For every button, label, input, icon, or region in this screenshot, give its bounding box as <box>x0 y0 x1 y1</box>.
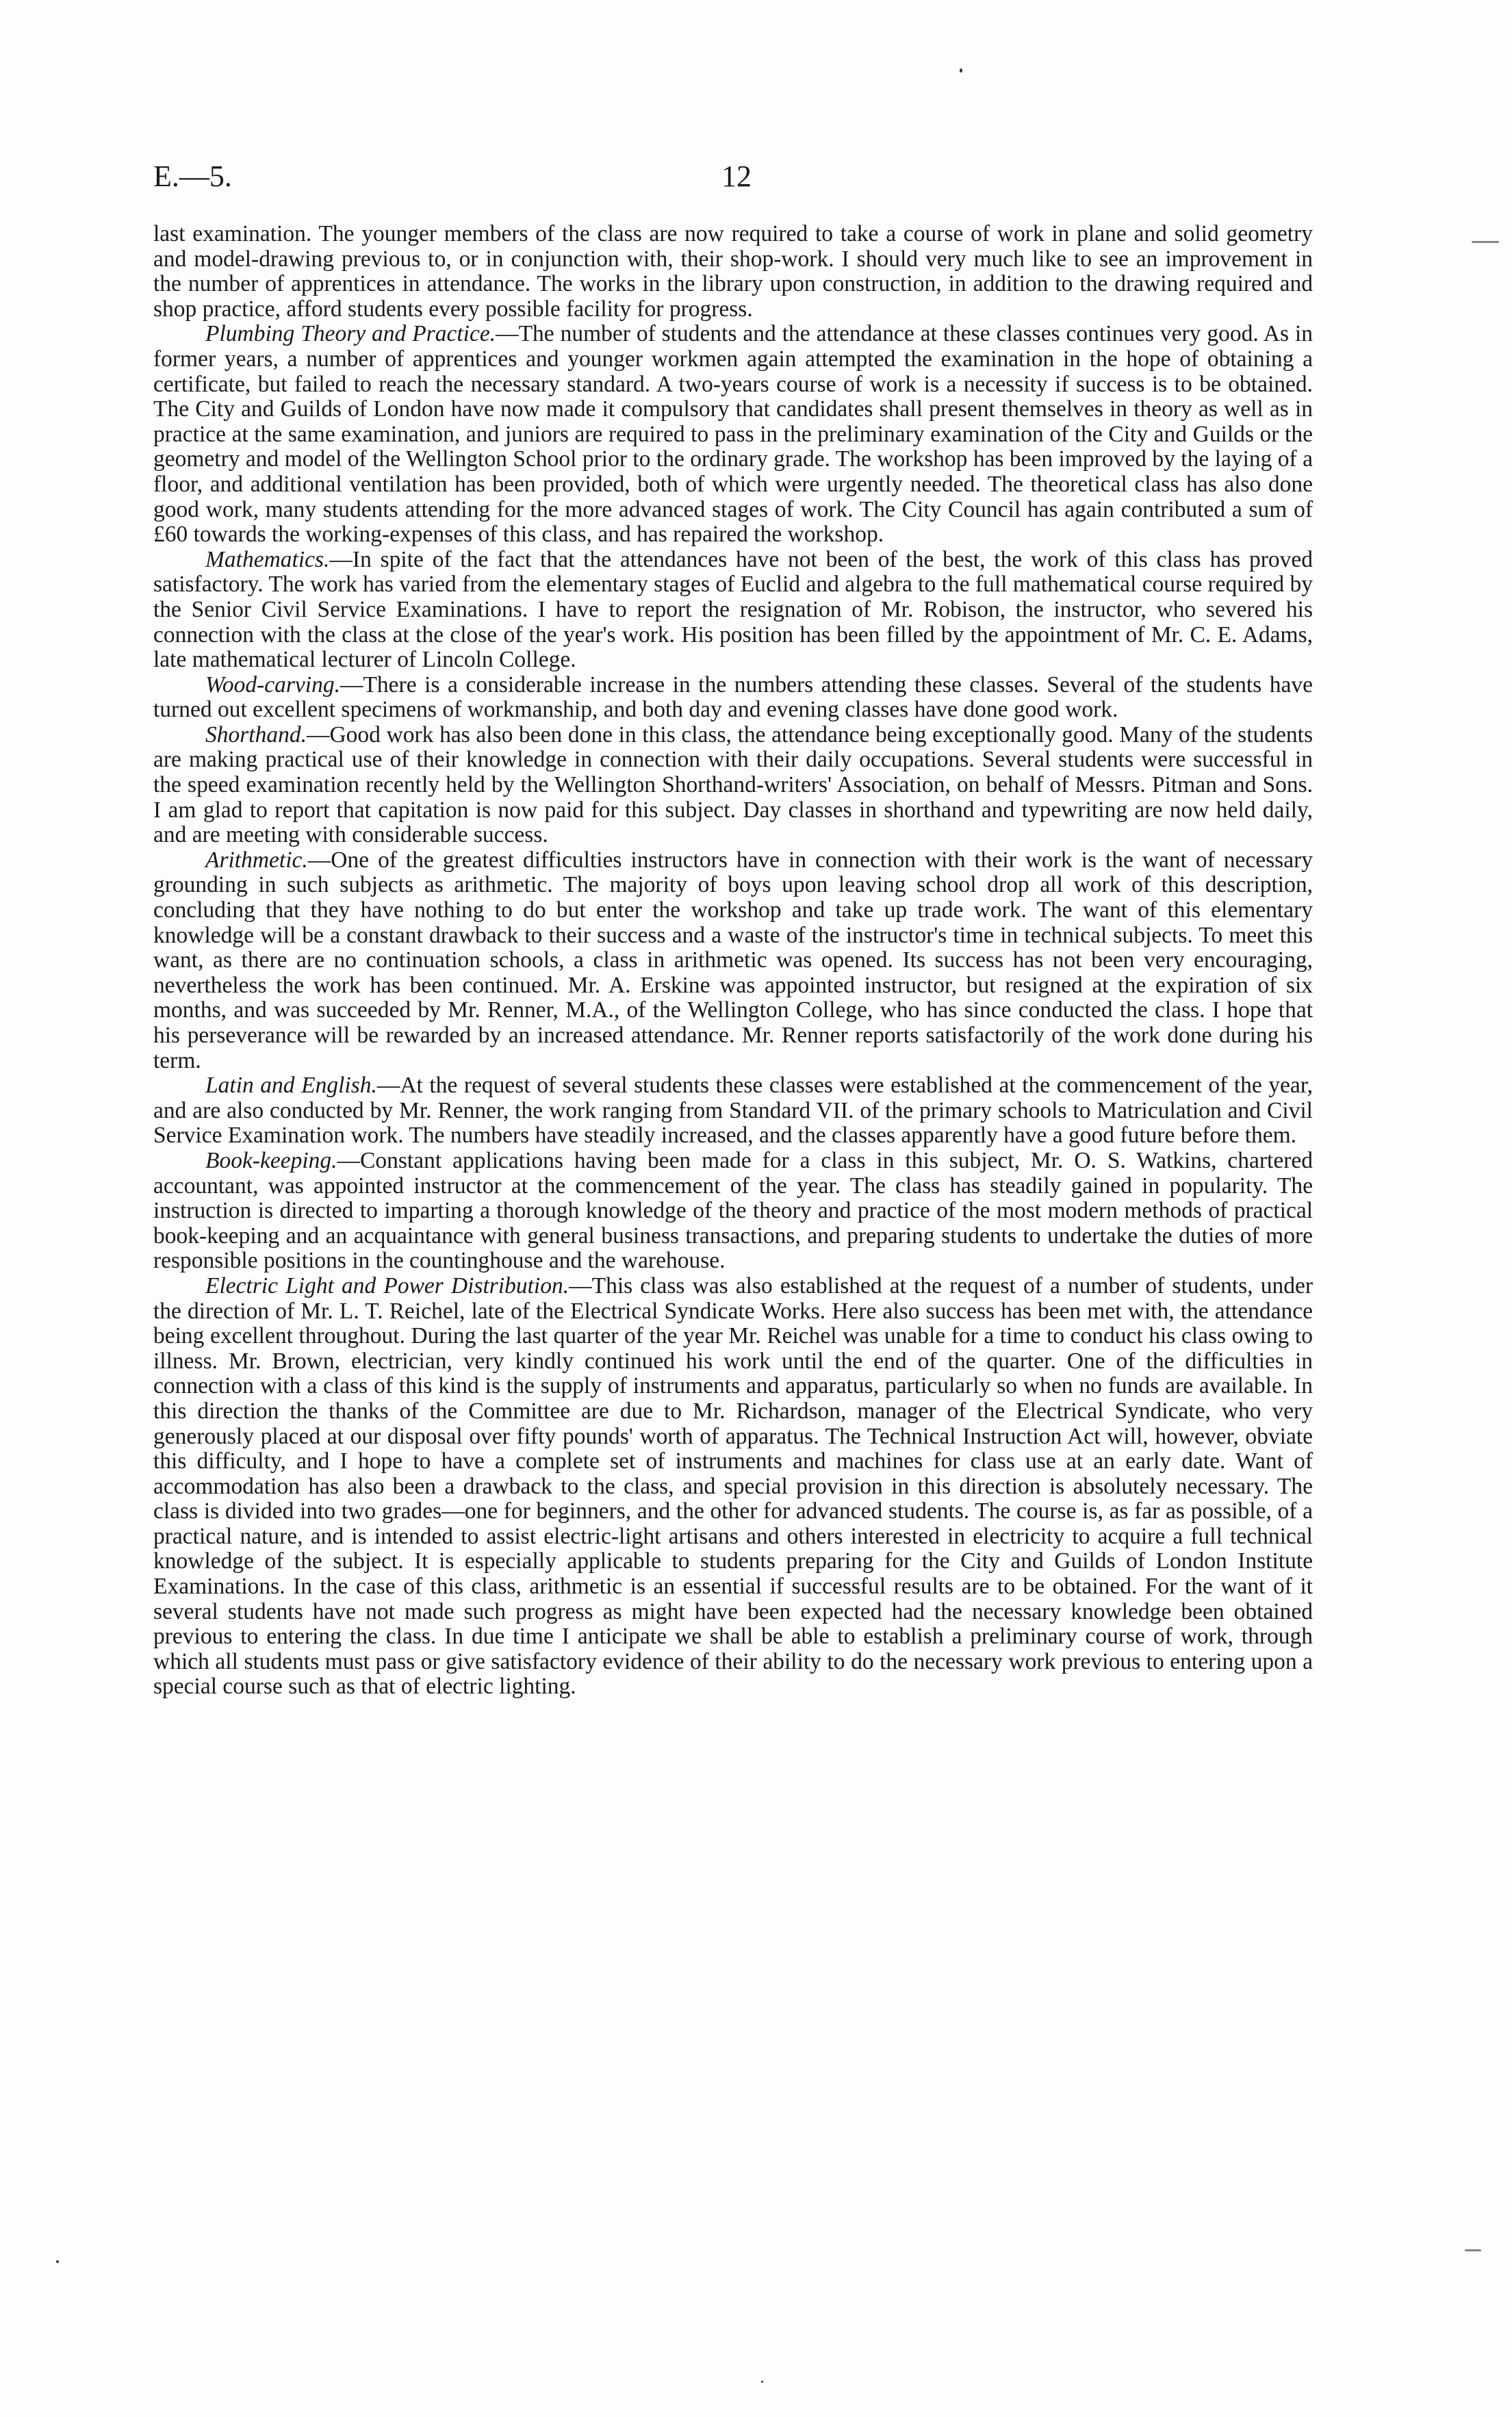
section-heading-arithmetic: Arithmetic. <box>205 847 308 873</box>
paragraph-shorthand: Shorthand.—Good work has also been done in this class, the attendance being exceptionally good. Many of the students are making practical use of their knowledge in connection with their daily occupations. Several students were successful in the speed examination recently held by the Wellington Shorthand-writers' Association, on behalf of Messrs. Pitman and Sons. I am glad to report that capitation is now paid for this subject. Day classes in shorthand and typewriting are now held daily, and are meeting with considerable success. <box>153 721 1313 848</box>
paragraph-arithmetic: Arithmetic.—One of the greatest difficulties instructors have in connection with their work is the want of necessary grounding in such subjects as arithmetic. The majority of boys upon leaving school drop all work of this description, concluding that they have nothing to do but enter the workshop and take up trade work. The want of this elementary knowledge will be a constant drawback to their success and a waste of the instructor's time in technical subjects. To meet this want, as there are no continuation schools, a class in arithmetic was opened. Its success has not been very encouraging, nevertheless the work has been continued. Mr. A. Erskine was appointed instructor, but resigned at the expiration of six months, and was succeeded by Mr. Renner, M.A., of the Wellington College, who has since conducted the class. I hope that his perseverance will be rewarded by an increased attendance. Mr. Renner reports satisfactorily of the work done during his term. <box>153 847 1313 1073</box>
section-heading-plumbing: Plumbing Theory and Practice. <box>205 321 496 347</box>
section-heading-latin-english: Latin and English. <box>205 1073 377 1099</box>
paragraph-latin-english: Latin and English.—At the request of several students these classes were established at the commencement of the year, and are also conducted by Mr. Renner, the work ranging from Standard VII. of the primary schools to Matriculation and Civil Service Examination work. The numbers have steadily increased, and the classes apparently have a good future before them. <box>153 1073 1313 1149</box>
scan-speck <box>1472 241 1499 243</box>
scan-speck <box>761 2381 763 2383</box>
paragraph-book-keeping: Book-keeping.—Constant applications having been made for a class in this subject, Mr. O. S. Watkins, chartered accountant, was appointed instructor at the commencement of the year. The class has steadily gained in popularity. The instruction is directed to imparting a thorough knowledge of the theory and practice of the most modern methods of practical book-keeping and an acquaintance with general business transactions, and preparing students to undertake the duties of more responsible positions in the countinghouse and the warehouse. <box>153 1147 1313 1274</box>
document-reference: E.—5. <box>153 159 232 193</box>
report-body <box>153 222 1313 1700</box>
page-number: 12 <box>721 159 752 193</box>
paragraph-electric-light: Electric Light and Power Distribution.—This class was also established at the request of a number of students, under the direction of Mr. L. T. Reichel, late of the Electrical Syndicate Works. Here also success has been met with, the attendance being excellent throughout. During the last quarter of the year Mr. Reichel was unable for a time to conduct his class owing to illness. Mr. Brown, electrician, very kindly continued his work until the end of the quarter. One of the difficulties in connection with a class of this kind is the supply of instruments and apparatus, particularly so when no funds are available. In this direction the thanks of the Committee are due to Mr. Richardson, manager of the Electrical Syndicate, who very generously placed at our disposal over fifty pounds' worth of apparatus. The Technical Instruction Act will, however, obviate this difficulty, and I hope to have a complete set of instruments and machines for class use at an early date. Want of accommodation has also been a drawback to the class, and special provision in this direction is absolutely necessary. The class is divided into two grades—one for beginners, and the other for advanced students. The course is, as far as possible, of a practical nature, and is intended to assist electric-light artisans and others interested in electricity to acquire a full technical knowledge of the subject. It is especially applicable to students preparing for the City and Guilds of London Institute Examinations. In the case of this class, arithmetic is an essential if successful results are to be obtained. For the want of it several students have not made such progress as might have been expected had the necessary knowledge been obtained previous to entering the class. In due time I anticipate we shall be able to establish a preliminary course of work, through which all students must pass or give satisfactory evidence of their ability to do the necessary work previous to entering upon a special course such as that of electric lighting. <box>153 1273 1313 1700</box>
paragraph-wood-carving: Wood-carving.—There is a considerable increase in the numbers attending these classes. Several of the students have turned out excellent specimens of workmanship, and both day and evening classes have done good work. <box>153 672 1313 723</box>
scan-speck <box>1465 2249 1481 2251</box>
paragraph-mathematics: Mathematics.—In spite of the fact that the attendances have not been of the best, the work of this class has proved satisfactory. The work has varied from the elementary stages of Euclid and algebra to the full mathematical course required by the Senior Civil Service Examinations. I have to report the resignation of Mr. Robison, the instructor, who severed his connection with the class at the close of the year's work. His position has been filled by the appointment of Mr. C. E. Adams, late mathematical lecturer of Lincoln College. <box>153 546 1313 673</box>
section-heading-wood-carving: Wood-carving. <box>205 672 340 698</box>
scan-speck <box>960 68 962 73</box>
page-header <box>153 159 1385 200</box>
section-heading-electric-light: Electric Light and Power Distribution. <box>205 1273 569 1299</box>
paragraph-plumbing: Plumbing Theory and Practice.—The number of students and the attendance at these classes continues very good. As in former years, a number of apprentices and younger workmen again attempted the examination in the hope of obtaining a certificate, but failed to reach the necessary standard. A two-years course of work is a necessity if success is to be obtained. The City and Guilds of London have now made it compulsory that candidates shall present themselves in theory as well as in practice at the same examination, and juniors are required to pass in the preliminary examination of the City and Guilds or the geometry and model of the Wellington School prior to the ordinary grade. The workshop has been improved by the laying of a floor, and additional ventilation has been provided, both of which were urgently needed. The theoretical class has also done good work, many students attending for the more advanced stages of work. The City Council has again contributed a sum of £60 towards the working-expenses of this class, and has repaired the workshop. <box>153 321 1313 548</box>
scan-speck <box>56 2260 59 2263</box>
section-heading-mathematics: Mathematics. <box>205 546 330 572</box>
paragraph-continuation: last examination. The younger members of the class are now required to take a course of work in plane and solid geometry and model-drawing previous to, or in conjunction with, their shop-work. I should very much like to see an improvement in the number of apprentices in attendance. The works in the library upon construction, in addition to the drawing required and shop practice, afford students every possible facility for progress. <box>153 221 1313 322</box>
section-heading-book-keeping: Book-keeping. <box>205 1147 337 1173</box>
section-heading-shorthand: Shorthand. <box>205 721 307 747</box>
